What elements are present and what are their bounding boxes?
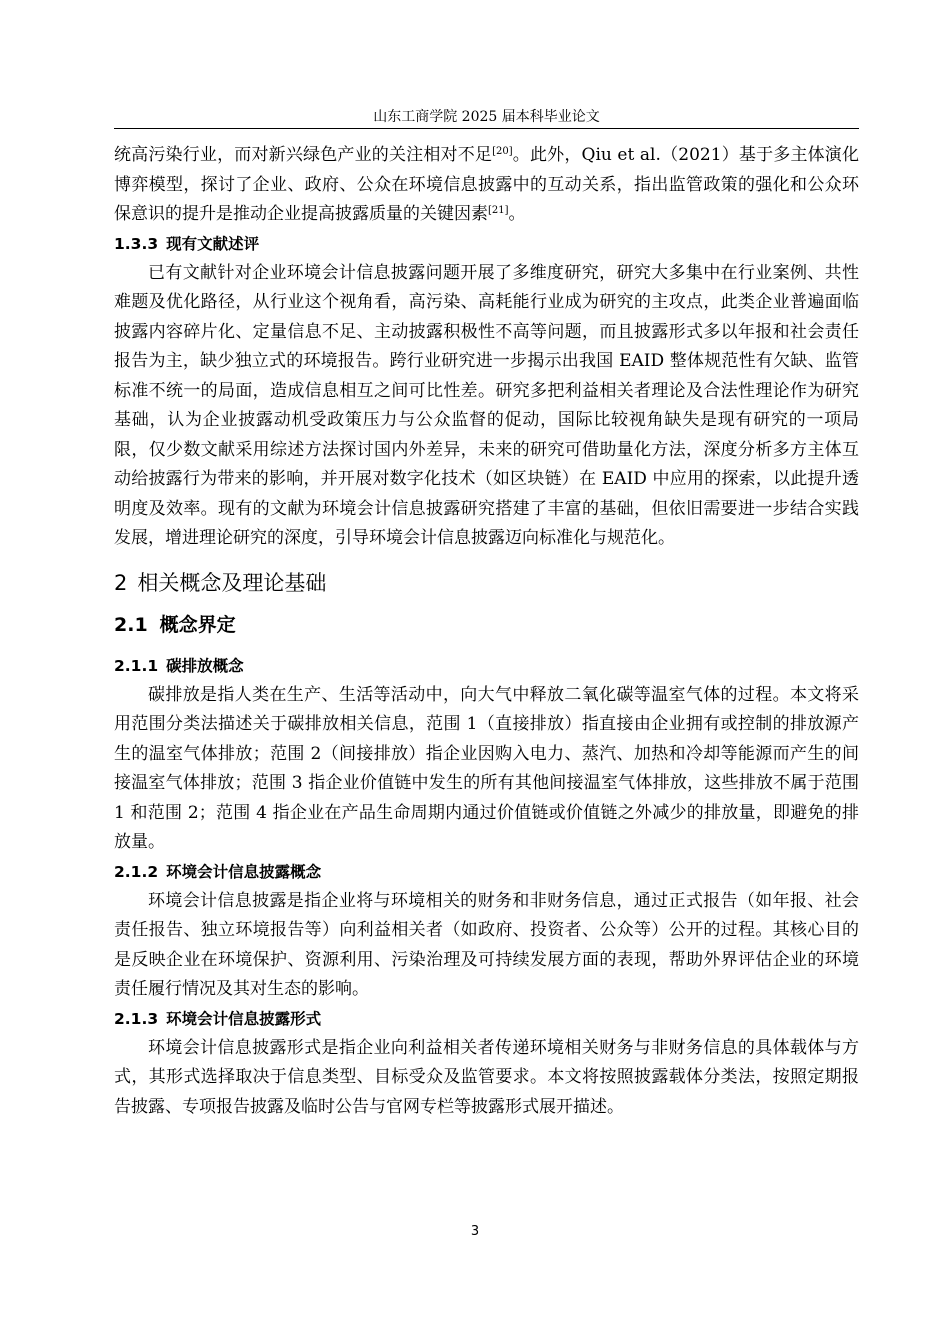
- paragraph-text: 。此外，Qiu et al.（2021）基于多主体演化博弈模型，探讨了企业、政府、公众在环境信息披露中的互动关系，指出监管政策的强化和公众环保意识的提升是推动企业提高披露质量的关键因素: [114, 145, 859, 224]
- citation: [21]: [488, 205, 509, 216]
- section-number: 1.3.3: [114, 234, 159, 253]
- paragraph-text: 统高污染行业，而对新兴绿色产业的关注相对不足: [114, 145, 493, 165]
- paragraph-text: 。: [508, 204, 526, 224]
- citation: [20]: [492, 146, 513, 157]
- section-title: 环境会计信息披露形式: [166, 1009, 322, 1028]
- running-header: 山东工商学院 2025 届本科毕业论文: [373, 109, 600, 125]
- section-paragraph: 环境会计信息披露是指企业将与环境相关的财务和非财务信息，通过正式报告（如年报、社会责任报告、独立环境报告等）向利益相关者（如政府、投资者、公众等）公开的过程。其核心目的是反映企业在环境保护、资源利用、污染治理及可持续发展方面的表现，帮助外界评估企业的环境责任履行情况及其对生态的影响。: [114, 890, 859, 999]
- section-paragraph: 碳排放是指人类在生产、生活等活动中，向大气中释放二氧化碳等温室气体的过程。本文将采用范围分类法描述关于碳排放相关信息，范围 1（直接排放）指直接由企业拥有或控制的排放源产生的温室气体排放；范围 2（间接排放）指企业因购入电力、蒸汽、加热和冷却等能源而产生的间接温室气体排放；范围 3 指企业价值链中发生的所有其他间接温室气体排放，这些排放不属于范围 1 和范围 2；范围 4 指企业在产品生命周期内通过价值链或价值链之外减少的排放量，即避免的排放量。: [114, 684, 859, 852]
- section-title: 环境会计信息披露概念: [166, 862, 322, 881]
- chapter-title: 相关概念及理论基础: [137, 570, 327, 595]
- section-heading-1-3-3: [114, 230, 859, 259]
- continued-paragraph: [114, 141, 859, 230]
- section-heading-2-1: [114, 610, 859, 640]
- section-number: 2.1.3: [114, 1009, 159, 1028]
- chapter-heading-2: [114, 568, 859, 598]
- section-heading-2-1-2: [114, 858, 859, 887]
- page-content: [114, 141, 859, 1122]
- section-heading-2-1-1: [114, 652, 859, 681]
- section-number: 2.1.2: [114, 862, 159, 881]
- section-paragraph: 已有文献针对企业环境会计信息披露问题开展了多维度研究，研究大多集中在行业案例、共性难题及优化路径，从行业这个视角看，高污染、高耗能行业成为研究的主攻点，此类企业普遍面临披露内容碎片化、定量信息不足、主动披露积极性不高等问题，而且披露形式多以年报和社会责任报告为主，缺少独立式的环境报告。跨行业研究进一步揭示出我国 EAID 整体规范性有欠缺、监管标准不统一的局面，造成信息相互之间可比性差。研究多把利益相关者理论及合法性理论作为研究基础，认为企业披露动机受政策压力与公众监督的促动，国际比较视角缺失是现有研究的一项局限，仅少数文献采用综述方法探讨国内外差异，未来的研究可借助量化方法，深度分析多方主体互动给披露行为带来的影响，并开展对数字化技术（如区块链）在 EAID 中应用的探索，以此提升透明度及效率。现有的文献为环境会计信息披露研究搭建了丰富的基础，但依旧需要进一步结合实践发展，增进理论研究的深度，引导环境会计信息披露迈向标准化与规范化。: [114, 262, 859, 548]
- section-title: 概念界定: [159, 613, 236, 636]
- section-title: 碳排放概念: [166, 656, 244, 675]
- section-number: 2.1.1: [114, 656, 159, 675]
- section-paragraph: 环境会计信息披露形式是指企业向利益相关者传递环境相关财务与非财务信息的具体载体与方式，其形式选择取决于信息类型、目标受众及监管要求。本文将按照披露载体分类法，按照定期报告披露、专项报告披露及临时公告与官网专栏等披露形式展开描述。: [114, 1037, 859, 1117]
- section-title: 现有文献述评: [166, 234, 260, 253]
- page-number: 3: [470, 1224, 480, 1239]
- chapter-number: 2: [114, 570, 128, 595]
- section-heading-2-1-3: [114, 1005, 859, 1034]
- section-number: 2.1: [114, 613, 148, 636]
- header-rule: [114, 128, 859, 129]
